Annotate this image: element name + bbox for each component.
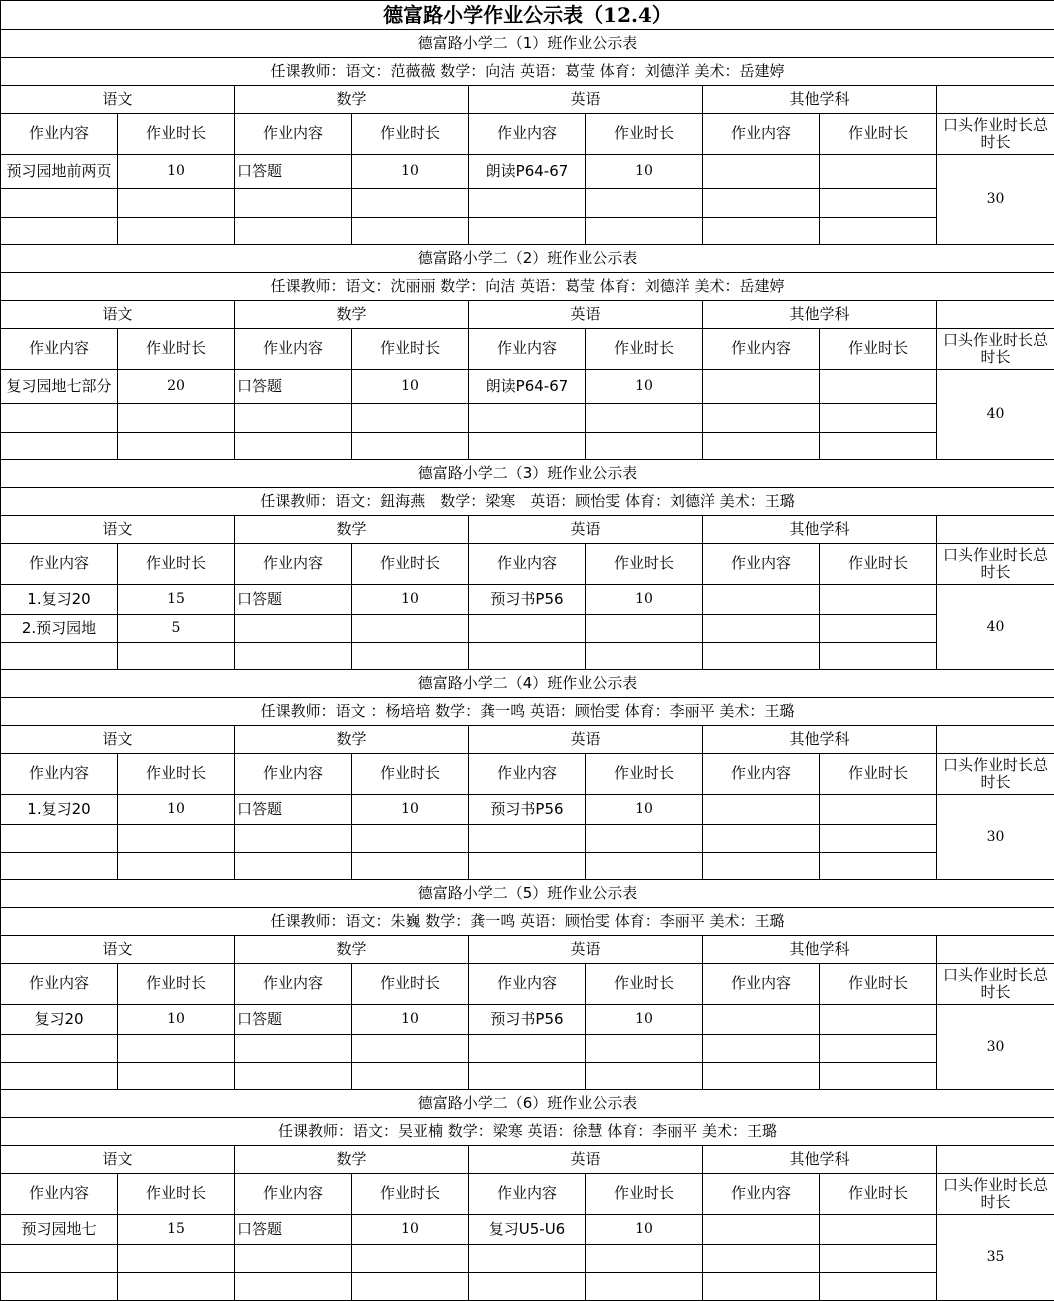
content-header: 作业内容	[235, 964, 352, 1005]
table-cell	[703, 218, 820, 245]
subject-header: 其他学科	[703, 726, 937, 754]
table-cell: 10	[118, 795, 235, 825]
table-cell: 15	[118, 585, 235, 615]
table-row	[1, 155, 1054, 189]
table-cell: 1.复习20	[1, 585, 118, 615]
duration-header: 作业时长	[118, 1174, 235, 1215]
table-row	[1, 643, 1054, 670]
table-cell	[235, 433, 352, 460]
duration-header: 作业时长	[118, 964, 235, 1005]
table-cell	[820, 1215, 937, 1245]
table-cell	[1, 1035, 118, 1063]
table-cell	[235, 615, 352, 643]
table-cell: 口答题	[235, 1215, 352, 1245]
table-cell	[1, 825, 118, 853]
teachers-row	[1, 698, 1054, 726]
subject-header: 数学	[235, 301, 469, 329]
table-row	[1, 1215, 1054, 1245]
class-heading: 德富路小学二（1）班作业公示表	[1, 30, 1054, 58]
table-cell	[235, 189, 352, 218]
table-cell	[820, 1035, 937, 1063]
table-cell: 复习U5-U6	[469, 1215, 586, 1245]
table-cell	[820, 615, 937, 643]
table-cell	[703, 1005, 820, 1035]
table-row	[1, 825, 1054, 853]
subject-header: 数学	[235, 1146, 469, 1174]
table-cell	[469, 615, 586, 643]
table-cell: 预习园地前两页	[1, 155, 118, 189]
content-header: 作业内容	[235, 1174, 352, 1215]
table-cell: 10	[586, 370, 703, 404]
table-cell	[118, 404, 235, 433]
blank-cell	[937, 1146, 1054, 1174]
table-cell	[703, 370, 820, 404]
table-cell	[703, 433, 820, 460]
table-cell	[820, 1063, 937, 1090]
table-cell: 10	[586, 1215, 703, 1245]
table-cell	[703, 615, 820, 643]
table-cell	[352, 615, 469, 643]
total-time: 30	[937, 155, 1054, 245]
table-cell	[1, 1063, 118, 1090]
table-cell	[235, 218, 352, 245]
table-cell	[469, 643, 586, 670]
duration-header: 作业时长	[820, 964, 937, 1005]
table-cell: 复习园地七部分	[1, 370, 118, 404]
table-cell	[352, 1273, 469, 1301]
page-title: 德富路小学作业公示表（12.4）	[1, 1, 1054, 30]
table-cell: 10	[352, 585, 469, 615]
table-cell	[118, 189, 235, 218]
subject-header: 语文	[1, 86, 235, 114]
duration-header: 作业时长	[352, 544, 469, 585]
subject-header: 语文	[1, 516, 235, 544]
content-header: 作业内容	[1, 114, 118, 155]
table-cell	[235, 1273, 352, 1301]
content-header: 作业内容	[703, 1174, 820, 1215]
table-row	[1, 853, 1054, 880]
table-cell: 10	[586, 1005, 703, 1035]
class-heading-row	[1, 460, 1054, 488]
subject-header-row	[1, 516, 1054, 544]
table-cell	[352, 853, 469, 880]
content-header: 作业内容	[1, 1174, 118, 1215]
table-cell: 15	[118, 1215, 235, 1245]
table-cell: 10	[352, 795, 469, 825]
table-cell: 1.复习20	[1, 795, 118, 825]
table-cell	[703, 585, 820, 615]
table-cell	[1, 853, 118, 880]
subject-header: 英语	[469, 86, 703, 114]
table-cell	[235, 1063, 352, 1090]
table-cell	[352, 404, 469, 433]
table-cell	[820, 433, 937, 460]
table-cell	[469, 1063, 586, 1090]
subject-header: 数学	[235, 726, 469, 754]
content-header: 作业内容	[235, 114, 352, 155]
duration-header: 作业时长	[820, 544, 937, 585]
table-cell: 口答题	[235, 155, 352, 189]
table-cell	[469, 1273, 586, 1301]
total-header: 口头作业时长总时长	[937, 114, 1054, 155]
table-cell: 10	[352, 1215, 469, 1245]
blank-cell	[937, 301, 1054, 329]
table-cell	[1, 218, 118, 245]
content-header: 作业内容	[1, 964, 118, 1005]
subject-header: 数学	[235, 936, 469, 964]
duration-header: 作业时长	[586, 964, 703, 1005]
subject-header: 语文	[1, 726, 235, 754]
table-cell	[703, 825, 820, 853]
table-row	[1, 585, 1054, 615]
teachers-row	[1, 1118, 1054, 1146]
content-header: 作业内容	[703, 964, 820, 1005]
table-row	[1, 1273, 1054, 1301]
total-time: 40	[937, 370, 1054, 460]
subject-header: 语文	[1, 936, 235, 964]
table-row	[1, 1063, 1054, 1090]
table-cell	[118, 218, 235, 245]
content-header: 作业内容	[703, 114, 820, 155]
content-header: 作业内容	[235, 329, 352, 370]
subject-header: 语文	[1, 301, 235, 329]
table-cell	[352, 643, 469, 670]
table-cell: 预习书P56	[469, 795, 586, 825]
table-cell: 口答题	[235, 370, 352, 404]
table-cell	[820, 853, 937, 880]
content-header: 作业内容	[1, 544, 118, 585]
table-cell	[703, 1035, 820, 1063]
teachers-line: 任课教师：语文：吴亚楠 数学：梁寒 英语：徐慧 体育：李丽平 美术：王璐	[1, 1118, 1054, 1146]
table-cell	[469, 218, 586, 245]
table-row	[1, 370, 1054, 404]
total-time: 40	[937, 585, 1054, 670]
table-cell	[118, 1245, 235, 1273]
table-cell	[118, 643, 235, 670]
table-cell: 10	[352, 1005, 469, 1035]
table-cell	[1, 433, 118, 460]
table-cell	[235, 825, 352, 853]
table-cell: 10	[352, 370, 469, 404]
table-cell	[703, 155, 820, 189]
table-cell	[469, 404, 586, 433]
subject-header: 语文	[1, 1146, 235, 1174]
duration-header: 作业时长	[118, 544, 235, 585]
column-header-row	[1, 329, 1054, 370]
table-cell	[352, 1063, 469, 1090]
teachers-row	[1, 273, 1054, 301]
teachers-row	[1, 58, 1054, 86]
table-cell	[586, 825, 703, 853]
table-cell	[235, 1245, 352, 1273]
table-cell	[820, 189, 937, 218]
subject-header: 英语	[469, 936, 703, 964]
table-cell	[703, 1273, 820, 1301]
duration-header: 作业时长	[352, 114, 469, 155]
table-cell	[352, 1035, 469, 1063]
table-row	[1, 1245, 1054, 1273]
subject-header: 英语	[469, 1146, 703, 1174]
table-cell: 20	[118, 370, 235, 404]
table-row	[1, 795, 1054, 825]
table-cell: 10	[118, 1005, 235, 1035]
table-cell	[118, 1273, 235, 1301]
column-header-row	[1, 114, 1054, 155]
table-cell	[703, 1215, 820, 1245]
subject-header: 其他学科	[703, 301, 937, 329]
total-header: 口头作业时长总时长	[937, 1174, 1054, 1215]
table-row	[1, 189, 1054, 218]
total-header: 口头作业时长总时长	[937, 544, 1054, 585]
table-cell	[820, 218, 937, 245]
blank-cell	[937, 936, 1054, 964]
class-heading: 德富路小学二（3）班作业公示表	[1, 460, 1054, 488]
table-cell: 口答题	[235, 795, 352, 825]
table-cell: 10	[586, 585, 703, 615]
duration-header: 作业时长	[586, 114, 703, 155]
table-cell	[820, 1245, 937, 1273]
table-cell	[586, 404, 703, 433]
table-cell	[586, 643, 703, 670]
table-cell: 预习书P56	[469, 1005, 586, 1035]
table-cell	[235, 404, 352, 433]
table-cell: 复习20	[1, 1005, 118, 1035]
table-cell: 口答题	[235, 1005, 352, 1035]
content-header: 作业内容	[469, 964, 586, 1005]
column-header-row	[1, 1174, 1054, 1215]
table-cell	[586, 853, 703, 880]
duration-header: 作业时长	[820, 1174, 937, 1215]
table-cell	[469, 853, 586, 880]
column-header-row	[1, 964, 1054, 1005]
table-cell	[352, 433, 469, 460]
column-header-row	[1, 754, 1054, 795]
duration-header: 作业时长	[820, 114, 937, 155]
table-cell	[118, 825, 235, 853]
table-cell: 预习园地七	[1, 1215, 118, 1245]
content-header: 作业内容	[1, 329, 118, 370]
content-header: 作业内容	[703, 754, 820, 795]
table-row	[1, 218, 1054, 245]
table-cell	[118, 1035, 235, 1063]
subject-header: 数学	[235, 516, 469, 544]
duration-header: 作业时长	[820, 754, 937, 795]
table-cell: 10	[586, 155, 703, 189]
blank-cell	[937, 726, 1054, 754]
table-row	[1, 433, 1054, 460]
content-header: 作业内容	[469, 1174, 586, 1215]
duration-header: 作业时长	[352, 1174, 469, 1215]
table-cell	[235, 853, 352, 880]
table-cell	[586, 433, 703, 460]
table-cell	[469, 825, 586, 853]
table-cell	[586, 1273, 703, 1301]
teachers-row	[1, 908, 1054, 936]
content-header: 作业内容	[703, 544, 820, 585]
table-cell	[235, 643, 352, 670]
table-cell: 10	[352, 155, 469, 189]
content-header: 作业内容	[469, 754, 586, 795]
teachers-line: 任课教师：语文：沈丽丽 数学：向洁 英语：葛莹 体育：刘德洋 美术：岳建婷	[1, 273, 1054, 301]
duration-header: 作业时长	[118, 114, 235, 155]
blank-cell	[937, 516, 1054, 544]
class-heading: 德富路小学二（4）班作业公示表	[1, 670, 1054, 698]
class-heading-row	[1, 670, 1054, 698]
table-cell	[352, 825, 469, 853]
table-cell	[820, 643, 937, 670]
teachers-line: 任课教师：语文：鈕海燕 数学：梁寒 英语：顾怡雯 体育：刘德洋 美术：王璐	[1, 488, 1054, 516]
class-heading-row	[1, 245, 1054, 273]
table-cell	[703, 853, 820, 880]
table-cell	[820, 1005, 937, 1035]
duration-header: 作业时长	[586, 329, 703, 370]
content-header: 作业内容	[1, 754, 118, 795]
table-cell	[1, 404, 118, 433]
table-cell	[118, 1063, 235, 1090]
total-header: 口头作业时长总时长	[937, 964, 1054, 1005]
subject-header-row	[1, 301, 1054, 329]
subject-header: 其他学科	[703, 1146, 937, 1174]
table-cell	[820, 370, 937, 404]
subject-header-row	[1, 1146, 1054, 1174]
table-cell	[703, 1063, 820, 1090]
table-cell: 2.预习园地	[1, 615, 118, 643]
content-header: 作业内容	[235, 544, 352, 585]
duration-header: 作业时长	[820, 329, 937, 370]
subject-header: 其他学科	[703, 936, 937, 964]
subject-header-row	[1, 726, 1054, 754]
table-cell	[118, 433, 235, 460]
table-cell	[586, 218, 703, 245]
class-heading-row	[1, 880, 1054, 908]
content-header: 作业内容	[235, 754, 352, 795]
table-cell	[703, 795, 820, 825]
table-cell	[820, 1273, 937, 1301]
duration-header: 作业时长	[352, 329, 469, 370]
table-cell	[820, 155, 937, 189]
table-cell	[352, 218, 469, 245]
content-header: 作业内容	[469, 329, 586, 370]
class-heading: 德富路小学二（2）班作业公示表	[1, 245, 1054, 273]
table-cell	[469, 189, 586, 218]
subject-header: 其他学科	[703, 516, 937, 544]
subject-header: 数学	[235, 86, 469, 114]
column-header-row	[1, 544, 1054, 585]
table-cell: 朗读P64-67	[469, 155, 586, 189]
class-heading-row	[1, 30, 1054, 58]
blank-cell	[937, 86, 1054, 114]
table-cell	[820, 585, 937, 615]
duration-header: 作业时长	[352, 754, 469, 795]
table-cell	[352, 189, 469, 218]
table-cell	[586, 615, 703, 643]
duration-header: 作业时长	[586, 754, 703, 795]
table-cell: 10	[586, 795, 703, 825]
content-header: 作业内容	[469, 544, 586, 585]
table-cell: 口答题	[235, 585, 352, 615]
subject-header-row	[1, 936, 1054, 964]
table-cell	[820, 404, 937, 433]
table-cell	[118, 853, 235, 880]
table-cell	[469, 433, 586, 460]
table-cell: 预习书P56	[469, 585, 586, 615]
total-time: 30	[937, 1005, 1054, 1090]
teachers-line: 任课教师：语文 ：杨培培 数学：龚一鸣 英语：顾怡雯 体育：李丽平 美术：王璐	[1, 698, 1054, 726]
table-cell	[352, 1245, 469, 1273]
table-cell	[1, 643, 118, 670]
table-cell	[469, 1245, 586, 1273]
table-cell	[703, 404, 820, 433]
subject-header: 英语	[469, 516, 703, 544]
content-header: 作业内容	[703, 329, 820, 370]
table-cell	[1, 189, 118, 218]
duration-header: 作业时长	[586, 1174, 703, 1215]
table-cell: 5	[118, 615, 235, 643]
table-cell	[469, 1035, 586, 1063]
table-cell: 朗读P64-67	[469, 370, 586, 404]
table-cell	[586, 1245, 703, 1273]
table-row	[1, 615, 1054, 643]
class-heading-row	[1, 1090, 1054, 1118]
class-heading: 德富路小学二（6）班作业公示表	[1, 1090, 1054, 1118]
duration-header: 作业时长	[118, 754, 235, 795]
table-cell	[1, 1245, 118, 1273]
subject-header: 其他学科	[703, 86, 937, 114]
table-cell	[703, 189, 820, 218]
table-cell: 10	[118, 155, 235, 189]
table-cell	[586, 1035, 703, 1063]
duration-header: 作业时长	[352, 964, 469, 1005]
table-cell	[820, 795, 937, 825]
subject-header: 英语	[469, 726, 703, 754]
teachers-line: 任课教师：语文：朱巍 数学：龚一鸣 英语：顾怡雯 体育：李丽平 美术：王璐	[1, 908, 1054, 936]
table-row	[1, 1005, 1054, 1035]
table-cell	[586, 1063, 703, 1090]
table-cell	[235, 1035, 352, 1063]
teachers-line: 任课教师：语文：范薇薇 数学：向洁 英语：葛莹 体育：刘德洋 美术：岳建婷	[1, 58, 1054, 86]
total-header: 口头作业时长总时长	[937, 754, 1054, 795]
subject-header-row	[1, 86, 1054, 114]
total-header: 口头作业时长总时长	[937, 329, 1054, 370]
duration-header: 作业时长	[586, 544, 703, 585]
table-cell	[703, 1245, 820, 1273]
table-cell	[1, 1273, 118, 1301]
total-time: 35	[937, 1215, 1054, 1301]
table-row	[1, 404, 1054, 433]
table-cell	[820, 825, 937, 853]
class-heading: 德富路小学二（5）班作业公示表	[1, 880, 1054, 908]
table-row	[1, 1035, 1054, 1063]
teachers-row	[1, 488, 1054, 516]
table-cell	[586, 189, 703, 218]
content-header: 作业内容	[469, 114, 586, 155]
table-cell	[703, 643, 820, 670]
total-time: 30	[937, 795, 1054, 880]
duration-header: 作业时长	[118, 329, 235, 370]
subject-header: 英语	[469, 301, 703, 329]
